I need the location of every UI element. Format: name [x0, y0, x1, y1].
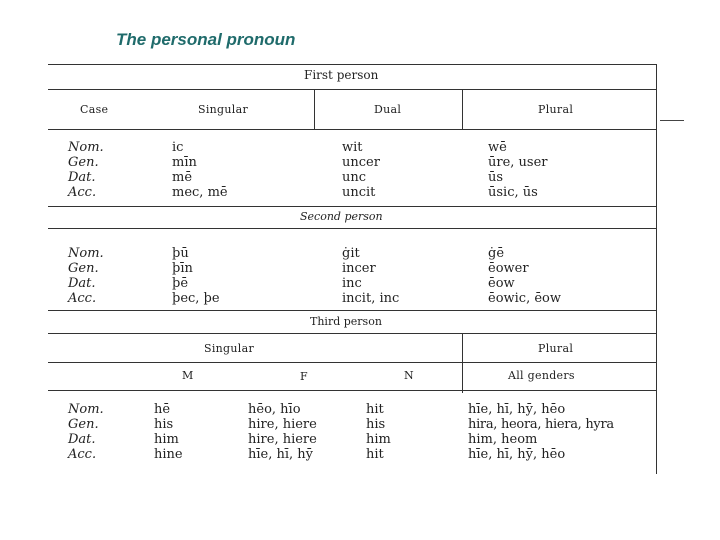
case-label: Acc. [68, 185, 97, 200]
case-label: Dat. [68, 276, 96, 291]
col-header-dual: Dual [374, 103, 402, 116]
table-cell: ēower [488, 261, 529, 276]
page-title: The personal pronoun [116, 30, 296, 49]
table-cell: hē [154, 402, 171, 417]
table-cell: mē [172, 170, 193, 185]
table-cell: hit [366, 447, 384, 462]
col-header-all-genders: All genders [508, 369, 575, 382]
group-header-plural: Plural [538, 342, 574, 355]
divider-line [48, 333, 656, 334]
table-cell: wē [488, 140, 507, 155]
table-cell: hīe, hī, hȳ, hēo [468, 402, 566, 417]
table-cell: him [154, 432, 179, 447]
divider-line [48, 228, 656, 229]
case-label: Gen. [68, 261, 99, 276]
divider-line [48, 129, 656, 130]
col-header-m: M [182, 369, 194, 382]
case-label: Acc. [68, 291, 97, 306]
col-header-n: N [404, 369, 414, 382]
col-header-singular: Singular [198, 103, 248, 116]
table-cell: mīn [172, 155, 197, 170]
table-cell: wit [342, 140, 363, 155]
case-label: Nom. [68, 402, 104, 417]
table-cell: ēowic, ēow [488, 291, 561, 306]
col-header-case: Case [80, 103, 109, 116]
table-cell: uncer [342, 155, 380, 170]
case-label: Gen. [68, 155, 99, 170]
table-cell: inc [342, 276, 362, 291]
table-cell: ūre, user [488, 155, 548, 170]
table-cell: unc [342, 170, 367, 185]
table-cell: him, heom [468, 432, 538, 447]
third-person-heading: Third person [310, 315, 382, 328]
table-cell: him [366, 432, 391, 447]
group-header-singular: Singular [204, 342, 254, 355]
column-divider [462, 89, 463, 129]
table-cell: ġē [488, 246, 505, 261]
divider-line [48, 89, 656, 90]
divider-line [48, 362, 656, 363]
table-cell: þē [172, 276, 189, 291]
case-label: Gen. [68, 417, 99, 432]
table-cell: hīe, hī, hȳ [248, 447, 313, 462]
col-header-plural: Plural [538, 103, 574, 116]
table-cell: ġit [342, 246, 360, 261]
case-label: Dat. [68, 170, 96, 185]
table-cell: hit [366, 402, 384, 417]
table-cell: ūs [488, 170, 504, 185]
table-cell: þīn [172, 261, 193, 276]
table-cell: þec, þe [172, 291, 220, 306]
divider-line [48, 310, 656, 311]
case-label: Nom. [68, 246, 104, 261]
table-cell: þū [172, 246, 189, 261]
table-cell: his [366, 417, 386, 432]
table-cell: hīe, hī, hȳ, hēo [468, 447, 566, 462]
col-header-f: F [300, 370, 308, 383]
table-cell: ēow [488, 276, 515, 291]
second-person-heading: Second person [300, 210, 383, 223]
case-label: Acc. [68, 447, 97, 462]
table-cell: uncit [342, 185, 376, 200]
column-divider [462, 333, 463, 393]
divider-line [48, 206, 656, 207]
pronoun-table [48, 62, 658, 477]
divider-line [48, 64, 656, 65]
first-person-heading: First person [304, 68, 379, 82]
table-cell: ic [172, 140, 184, 155]
table-cell: hine [154, 447, 183, 462]
column-divider [314, 89, 315, 129]
table-cell: ūsic, ūs [488, 185, 538, 200]
table-cell: hire, hiere [248, 432, 317, 447]
table-cell: hire, hiere [248, 417, 317, 432]
table-cell: incit, inc [342, 291, 400, 306]
table-cell: mec, mē [172, 185, 228, 200]
table-right-border [656, 64, 657, 474]
dash-mark [660, 120, 684, 121]
case-label: Nom. [68, 140, 104, 155]
table-cell: incer [342, 261, 376, 276]
table-cell: hira, heora, hiera, hyra [468, 417, 614, 432]
divider-line [48, 390, 656, 391]
case-label: Dat. [68, 432, 96, 447]
table-cell: his [154, 417, 174, 432]
table-cell: hēo, hīo [248, 402, 301, 417]
